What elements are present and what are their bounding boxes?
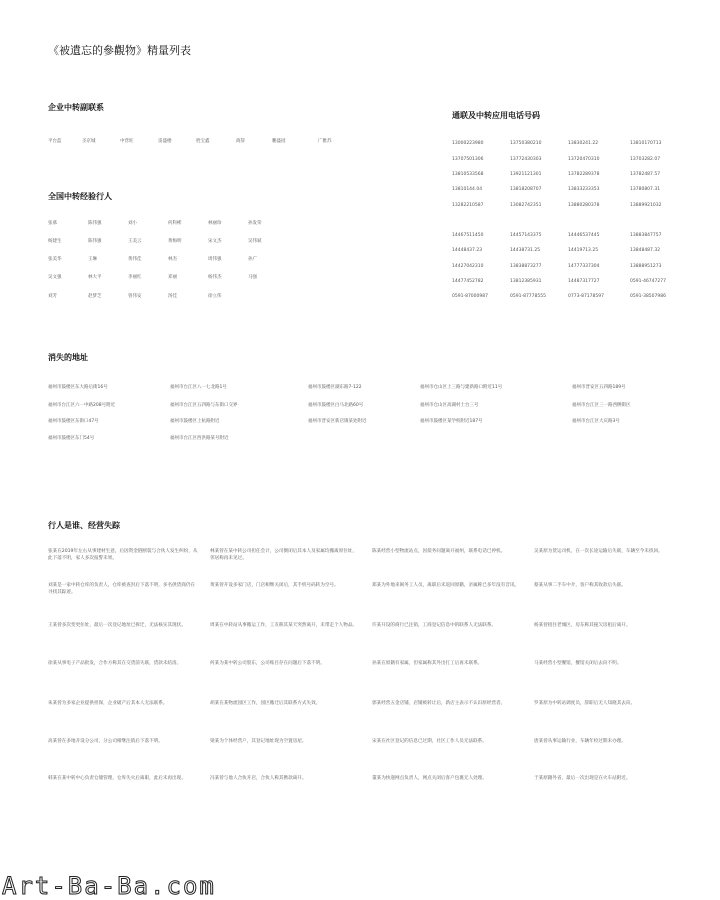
person-story: 杨某曾租住老城区，房东称其拖欠房租后离开。 [534, 623, 631, 628]
phone-number: 13888951273 [630, 264, 662, 269]
person-story: 郑某为外地来闽务工人员，离职后未返回原籍，亲属称已多年没有音讯。 [372, 583, 520, 588]
phone-number: 13848487.32 [630, 248, 661, 253]
section-company-names: 企业中转副联系 [48, 103, 104, 112]
phone-number: 13830241.22 [568, 141, 599, 146]
person-story: 冯某曾与他人合伙开店，合伙人称其携款离开。 [210, 776, 307, 781]
phone-number: 0591-87778555 [510, 294, 546, 299]
person-story: 周某在中转站从事搬运工作，工友称其某天突然离开，未带走个人物品。 [210, 623, 358, 628]
place-entry: 福州市仓山区高湖村土台三号 [420, 403, 479, 408]
person-name: 曾伟安 [128, 294, 142, 299]
person-name: 王美云 [128, 239, 142, 244]
company-name: 鹏盛园 [272, 139, 286, 144]
person-story: 郭某经营五金店铺，店铺被转让后，新店主表示不认识原经营者。 [372, 701, 506, 706]
site-watermark: Art-Ba-Ba.com [2, 872, 216, 900]
place-entry: 福州市鼓楼区东街口47号 [48, 419, 99, 424]
person-name: 孙广 [248, 257, 257, 262]
company-name: 商辞 [236, 139, 245, 144]
person-story: 张某在2019年左右从事建材生意，后因资金链断裂与合伙人发生纠纷，从此下落不明，家人多次报警未果。 [48, 549, 198, 561]
place-entry: 福州市晋安区五四路189号 [572, 385, 626, 390]
person-story: 刘某是一家中转仓库的负责人，仓库被查封后下落不明，多名供货商仍在寻找其踪迹。 [48, 583, 196, 595]
phone-number: 13720470310 [568, 157, 600, 162]
place-entry: 福州市台江区八一七北路1号 [170, 385, 227, 390]
person-story: 胡某在某物流园区工作，园区搬迁后其联系方式失效。 [210, 701, 321, 706]
phone-number: 14419713.25 [568, 248, 599, 253]
phone-number: 13782289378 [568, 172, 600, 177]
phone-number: 0591-87000987 [452, 294, 488, 299]
person-story: 吴某原为货运司机，在一次长途运输后失联，车辆至今未找回。 [534, 549, 663, 554]
phone-number: 13880280378 [568, 203, 600, 208]
person-name: 周伟强 [208, 257, 222, 262]
person-story: 陈某经营小型物流站点，因债务问题离开福州，联系电话已停机。 [372, 549, 506, 554]
phone-number: 13838873277 [510, 264, 542, 269]
person-name: 黄伟佳 [128, 257, 142, 262]
person-story: 黄某曾开设多家门店，门店相继关闭后，其手机号码转为空号。 [210, 583, 339, 588]
person-name: 汤佳 [168, 294, 177, 299]
section-places: 消失的地址 [48, 353, 88, 362]
place-entry: 福州市台江区三一路西侧街区 [572, 403, 631, 408]
person-story: 王某曾多次变更住址，最后一次登记地址已拆迁，无法核实其现状。 [48, 623, 186, 628]
person-story: 董某为快递网点负责人，网点关闭后客户包裹无人处理。 [372, 776, 487, 781]
person-story: 蔡某从事二手车中介，客户称其收款后失联。 [534, 583, 626, 588]
person-name: 刘芳 [48, 294, 57, 299]
person-name: 刘小 [128, 221, 137, 226]
phone-number: 13921121301 [510, 172, 542, 177]
phone-number: 13889921032 [630, 203, 662, 208]
phone-number: 13782487.57 [630, 172, 661, 177]
person-name: 张美华 [48, 257, 62, 262]
place-entry: 福州市鼓楼区上杭路附近 [170, 419, 220, 424]
person-name: 徐立伟 [208, 294, 222, 299]
person-name: 杨伟杰 [208, 275, 222, 280]
phone-number: 13812385931 [510, 279, 542, 284]
phone-number: 14467511450 [452, 233, 484, 238]
person-name: 王琳 [88, 257, 97, 262]
place-entry: 福州市鼓楼区东门54号 [48, 436, 95, 441]
phone-number: 14438731.25 [510, 248, 541, 253]
section-persons: 全国中转经验行人 [48, 192, 112, 201]
phone-number: 0773-87178597 [568, 294, 604, 299]
person-story: 林某曾在某中转公司担任会计，公司倒闭后其本人及家属均搬离原住址，邻居称再未见过。 [210, 549, 358, 561]
person-name: 吴伟斌 [248, 239, 262, 244]
phone-number: 13000223980 [452, 141, 484, 146]
person-name: 陈伟强 [88, 239, 102, 244]
person-story: 罗某原为中转站调度员，辞职后无人知晓其去向。 [534, 701, 636, 706]
phone-number: 13883847757 [630, 233, 662, 238]
place-entry: 福州市晋安区新店镇某处附近 [308, 419, 367, 424]
phone-number: 13282210587 [452, 203, 484, 208]
phone-number: 13810170713 [630, 141, 662, 146]
person-name: 何科彬 [168, 221, 182, 226]
phone-number: 13833233353 [568, 187, 600, 192]
place-entry: 福州市台江区六一中路208号附近 [48, 403, 116, 408]
person-story: 高某曾在多地开设分公司，分公司相继注销后下落不明。 [48, 739, 163, 744]
phone-number: 13810533568 [452, 172, 484, 177]
person-name: 林杰 [168, 257, 177, 262]
place-entry: 福州市台江区西洪路某号附近 [170, 436, 229, 441]
phone-number: 13082742351 [510, 203, 542, 208]
phone-number: 13818208707 [510, 187, 542, 192]
place-entry: 福州市仓山区上三路与建新路口附近11号 [420, 385, 503, 390]
company-name: 胜宝鑫 [196, 139, 210, 144]
person-name: 林丽珍 [208, 221, 222, 226]
person-story: 孙某在原籍有家属，但家属称其外出打工后再未联系。 [372, 661, 483, 666]
person-name: 黄梅明 [168, 239, 182, 244]
section-persons-reasons: 行人是谁、经营失踪 [48, 521, 120, 530]
phone-number: 13707501306 [452, 157, 484, 162]
company-name: 雷盛楼 [158, 139, 172, 144]
person-name: 林大平 [88, 275, 102, 280]
person-name: 吴文强 [48, 275, 62, 280]
person-name: 陈伟强 [88, 221, 102, 226]
person-story: 何某为某中转公司股东，公司账目存在问题后下落不明。 [210, 661, 325, 666]
place-entry: 福州市台江区五四路与东街口交界 [170, 403, 238, 408]
place-entry: 福州市鼓楼区某学校附近187号 [420, 419, 483, 424]
person-name: 孙发荣 [248, 221, 262, 226]
company-name: 圣京城 [82, 139, 96, 144]
person-name: 杨建生 [48, 239, 62, 244]
phone-number: 0591-46747277 [630, 279, 666, 284]
company-name: 广雅苏 [318, 139, 332, 144]
place-entry: 福州市台江区大庆路3号 [572, 419, 620, 424]
company-name: 中营旺 [120, 139, 134, 144]
phone-number: 14457143375 [510, 233, 542, 238]
person-story: 徐某从事电子产品批发，合作方称其在交货前失联，货款未结清。 [48, 661, 182, 666]
person-name: 张慕 [48, 221, 57, 226]
phone-number: 13780807.31 [630, 187, 661, 192]
person-story: 韩某在某中转中心负责仓储管理，仓库失火后离职，此后未再出现。 [48, 776, 186, 781]
person-story: 宋某在社区登记的信息已过期，社区工作人员无法联系。 [372, 739, 487, 744]
person-name: 赵梦芝 [88, 294, 102, 299]
phone-number: 14477452782 [452, 279, 484, 284]
phone-number: 13772430303 [510, 157, 542, 162]
person-story: 唐某曾从事运输行业，车辆年检过期未办理。 [534, 739, 626, 744]
person-name: 邓丽 [168, 275, 177, 280]
place-entry: 福州市鼓楼区东大路后街16号 [48, 385, 108, 390]
place-entry: 福州市鼓楼区白马北路60号 [308, 403, 364, 408]
phone-number: 13810144.04 [452, 187, 483, 192]
phone-number: 13703282.07 [630, 157, 661, 162]
person-story: 于某原籍外省，最后一次出现是在火车站附近。 [534, 776, 631, 781]
phone-number: 14777337304 [568, 264, 600, 269]
place-entry: 福州市鼓楼区湖东路7-122 [308, 385, 362, 390]
person-story: 朱某曾为多家企业提供担保，企业破产后其本人无法联系。 [48, 701, 168, 706]
person-name: 马强 [248, 275, 257, 280]
person-story: 许某开设的商行已注销，工商登记信息中的联系人无法联系。 [372, 623, 497, 628]
phone-number: 14487317727 [568, 279, 600, 284]
company-name: 平台蓝 [48, 139, 62, 144]
phone-number: 0591-38507986 [630, 294, 666, 299]
person-name: 宋文杰 [208, 239, 222, 244]
person-name: 李丽红 [128, 275, 142, 280]
phone-number: 14446537445 [568, 233, 600, 238]
person-story: 梁某为个体经营户，其登记地址现为空置房屋。 [210, 739, 307, 744]
person-story: 马某经营小型餐馆，餐馆关闭后去向不明。 [534, 661, 622, 666]
section-phone-numbers: 通联及中转应用电话号码 [452, 111, 540, 120]
phone-number: 14427042310 [452, 264, 484, 269]
phone-number: 14448437.23 [452, 248, 483, 253]
page-title: 《被遺忘的參觀物》精量列表 [48, 44, 191, 57]
phone-number: 13750380210 [510, 141, 542, 146]
